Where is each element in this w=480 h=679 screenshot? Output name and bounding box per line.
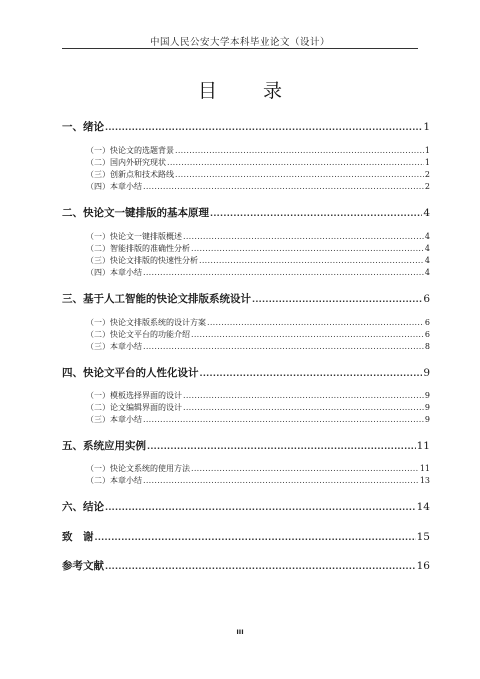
toc-entry-page: 6	[424, 318, 430, 327]
toc-entry-label: （四）本章小结	[86, 182, 142, 191]
leader-dots	[105, 123, 422, 132]
leader-dots	[183, 391, 424, 400]
toc-entry-label: （三）本章小结	[86, 342, 142, 351]
toc-entry-page: 15	[416, 531, 430, 543]
toc-entry	[62, 169, 430, 180]
toc-entry	[62, 205, 430, 220]
leader-dots	[191, 464, 419, 473]
leader-dots	[95, 533, 416, 542]
leader-dots	[175, 170, 424, 179]
toc-entry-label: （二）快论文平台的功能介绍	[86, 330, 190, 339]
leader-dots	[200, 369, 423, 378]
toc-entry-label: （一）快论文系统的使用方法	[86, 464, 190, 473]
toc-entry-label: （一）快论文的选题背景	[86, 146, 174, 155]
toc-entry-label: （三）快论文排版的快速性分析	[86, 256, 198, 265]
toc-entry-label: 四、快论文平台的人性化设计	[62, 367, 199, 379]
toc-entry-page: 9	[424, 403, 430, 412]
toc-entry-page: 8	[424, 342, 430, 351]
toc-entry	[62, 341, 430, 352]
toc-entry-page: 16	[416, 560, 430, 572]
leader-dots	[183, 403, 424, 412]
page-number: III	[236, 628, 244, 636]
toc-entry	[62, 231, 430, 242]
page-title: 目 录	[197, 80, 303, 102]
toc-entry-label: （二）智能排版的准确性分析	[86, 244, 190, 253]
toc-entry	[62, 255, 430, 266]
leader-dots	[167, 158, 424, 167]
leader-dots	[199, 256, 424, 265]
toc-entry-label: 五、系统应用实例	[62, 440, 146, 452]
toc-entry	[62, 243, 430, 254]
toc-entry-label: 六、结论	[62, 501, 104, 513]
toc-entry-page: 14	[416, 501, 430, 513]
toc-entry-label: 二、快论文一键排版的基本原理	[62, 207, 209, 219]
toc-entry	[62, 145, 430, 156]
toc-entry-page: 6	[424, 330, 430, 339]
toc-entry	[62, 181, 430, 192]
toc-entry	[62, 558, 430, 573]
toc-entry	[62, 329, 430, 340]
toc-entry-page: 6	[423, 293, 430, 305]
toc-entry-page: 1	[423, 121, 430, 133]
toc-entry-page: 2	[424, 182, 430, 191]
leader-dots	[143, 342, 424, 351]
toc-entry-page: 4	[424, 232, 430, 241]
toc-entry	[62, 119, 430, 134]
toc-entry-label: 一、绪论	[62, 121, 104, 133]
leader-dots	[143, 415, 424, 424]
toc-entry	[62, 499, 430, 514]
toc-entry	[62, 365, 430, 380]
leader-dots	[143, 268, 424, 277]
toc-entry-label: 三、基于人工智能的快论文排版系统设计	[62, 293, 251, 305]
toc-entry-page: 1	[424, 158, 430, 167]
toc-entry-page: 4	[424, 268, 430, 277]
leader-dots	[207, 318, 424, 327]
toc-entry-page: 1	[424, 146, 430, 155]
leader-dots	[105, 562, 416, 571]
toc-entry	[62, 390, 430, 401]
toc-entry-label: （二）论文编辑界面的设计	[86, 403, 182, 412]
toc-entry-page: 2	[424, 170, 430, 179]
leader-dots	[147, 442, 416, 451]
toc-entry-label: （二）本章小结	[86, 476, 142, 485]
toc-entry-page: 11	[419, 464, 430, 473]
toc-entry	[62, 463, 430, 474]
toc-entry-label: （一）模板选择界面的设计	[86, 391, 182, 400]
toc-entry	[62, 402, 430, 413]
toc-entry-label: （四）本章小结	[86, 268, 142, 277]
toc-entry-page: 13	[419, 476, 430, 485]
toc-entry	[62, 267, 430, 278]
leader-dots	[210, 209, 422, 218]
toc-entry	[62, 157, 430, 168]
toc-entry-page: 4	[423, 207, 430, 219]
toc-entry-label: 致 谢	[62, 531, 94, 543]
toc-entry-page: 9	[423, 367, 430, 379]
leader-dots	[252, 295, 422, 304]
toc-entry-page: 4	[424, 256, 430, 265]
header-rule	[62, 48, 418, 49]
leader-dots	[143, 182, 424, 191]
toc-entry-label: （三）本章小结	[86, 415, 142, 424]
toc-entry-label: （一）快论文排版系统的设计方案	[86, 318, 206, 327]
leader-dots	[183, 232, 424, 241]
leader-dots	[175, 146, 424, 155]
toc-entry	[62, 291, 430, 306]
toc-entry-page: 9	[424, 391, 430, 400]
toc-entry-label: （一）快论文一键排版概述	[86, 232, 182, 241]
leader-dots	[143, 476, 419, 485]
toc-entry	[62, 438, 430, 453]
toc-entry-page: 9	[424, 415, 430, 424]
toc-entry-label: 参考文献	[62, 560, 104, 572]
toc-entry-label: （二）国内外研究现状	[86, 158, 166, 167]
toc-entry	[62, 475, 430, 486]
leader-dots	[191, 244, 424, 253]
running-header: 中国人民公安大学本科毕业论文（设计）	[149, 37, 330, 48]
toc-entry-page: 11	[416, 440, 430, 452]
leader-dots	[105, 503, 416, 512]
toc-entry	[62, 317, 430, 328]
toc-entry	[62, 414, 430, 425]
toc-entry-page: 4	[424, 244, 430, 253]
toc-entry-label: （三）创新点和技术路线	[86, 170, 174, 179]
toc-entry	[62, 529, 430, 544]
leader-dots	[191, 330, 424, 339]
